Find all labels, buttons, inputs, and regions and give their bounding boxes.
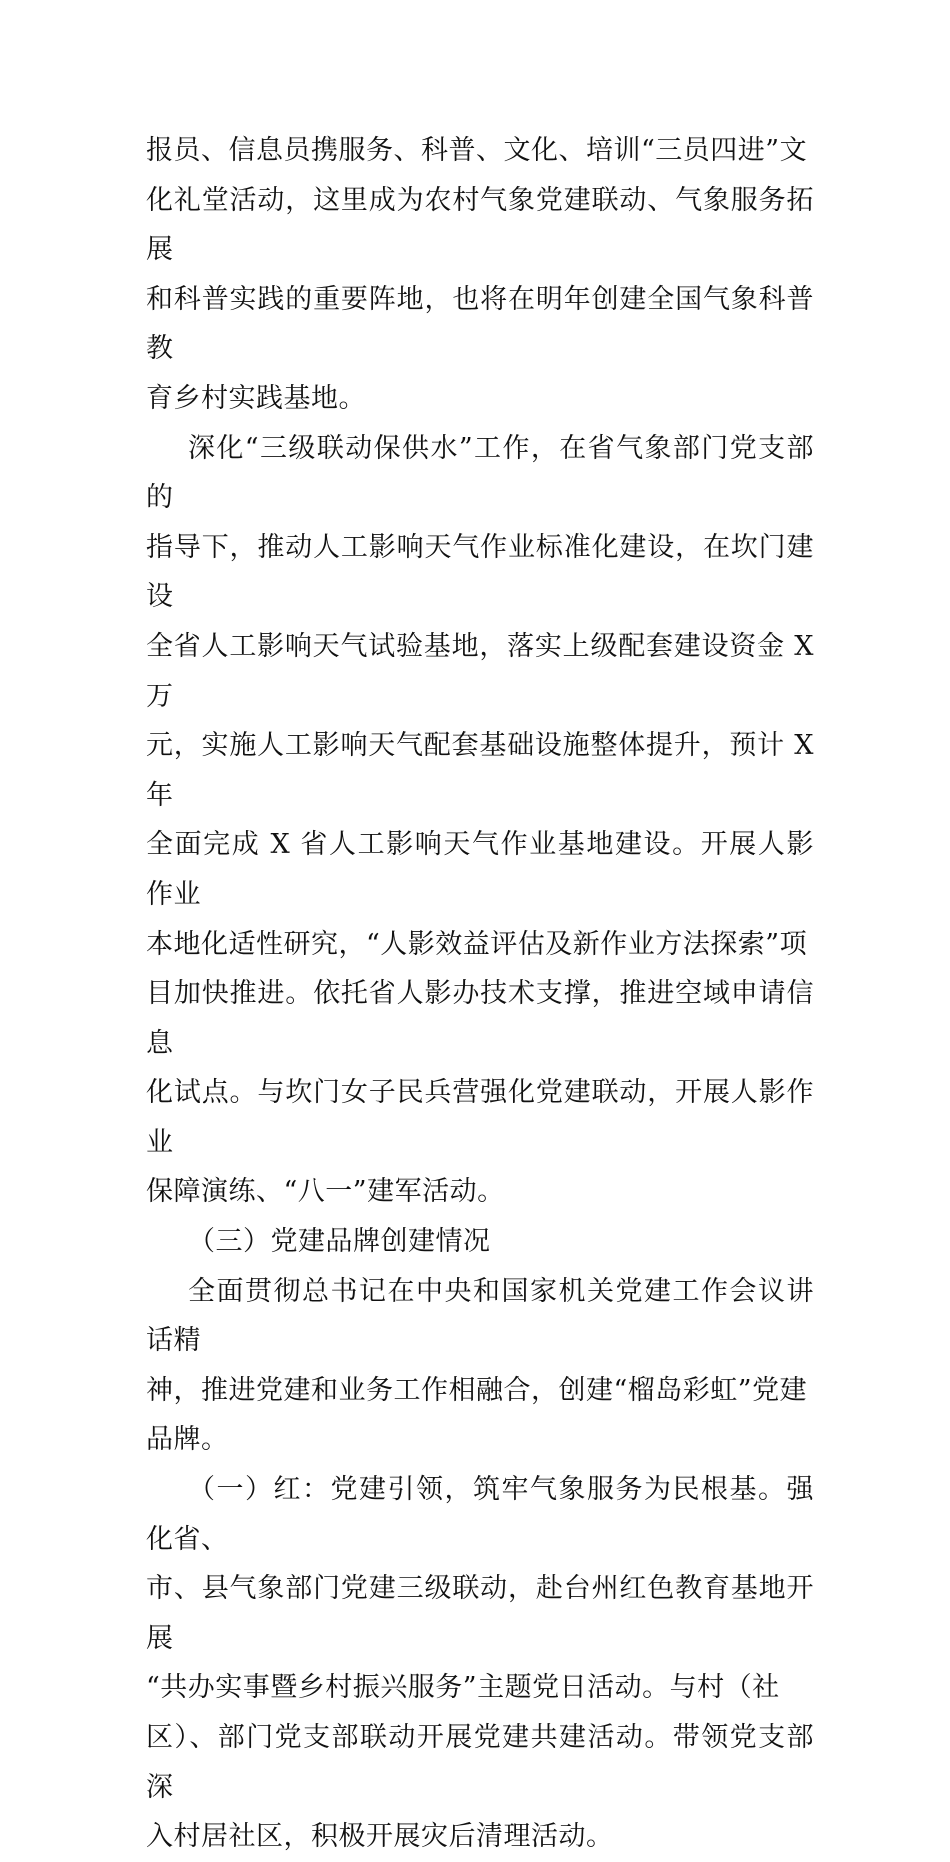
paragraph-brand-intro: 全面贯彻总书记在中央和国家机关党建工作会议讲话精 神，推进党建和业务工作相融合，创建“榴岛彩虹”党建 品牌。 (146, 1275, 814, 1456)
paragraph-continuation: 报员、信息员携服务、科普、文化、培训“三员四进”文 化礼堂活动，这里成为农村气象党建联动、气象服务拓展 和科普实践的重要阵地，也将在明年创建全国气象科普教 育乡村实践基地。 (146, 135, 814, 414)
document-body (146, 126, 814, 1862)
section-heading-brand: （三）党建品牌创建情况 (188, 1226, 491, 1258)
paragraph-water-supply: 深化“三级联动保供水”工作，在省气象部门党支部的 指导下，推动人工影响天气作业标准化建设，在坎门建设 全省人工影响天气试验基地，落实上级配套建设资金 X 万 元，实施人工影响天气配套基础设施整体提升，预计 X 年 全面完成 X 省人工影响天气作业基地建设。开展人影作业 本地化适性研究，“人影效益评估及新作业方法探索”项 目加快推进。依托省人影办技术支撑，推进空域申请信息 化试点。与坎门女子民兵营强化党建联动，开展人影作业 保障演练、“八一”建军活动。 (146, 432, 814, 1208)
paragraph-red-item: （一）红：党建引领，筑牢气象服务为民根基。强化省、 市、县气象部门党建三级联动，赴台州红色教育基地开展 “共办实事暨乡村振兴服务”主题党日活动。与村（社 区）、部门党支部联动开展党建共建活动。带领党支部深 入村居社区，积极开展灾后清理活动。 (146, 1474, 814, 1853)
